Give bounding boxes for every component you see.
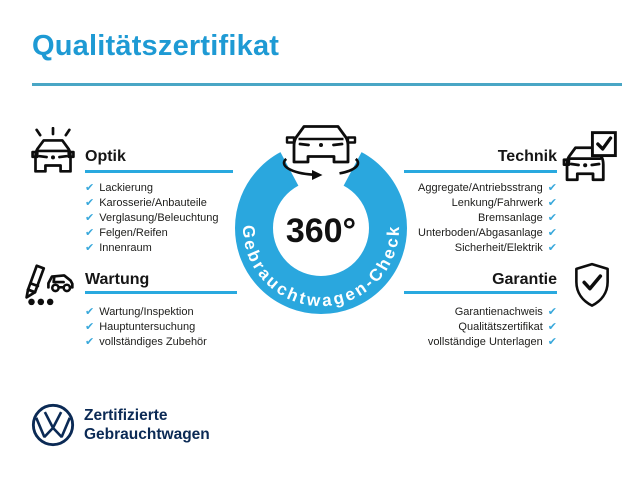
list-item-label: Felgen/Reifen <box>99 226 168 239</box>
check-icon: ✔ <box>547 227 557 239</box>
list-item <box>455 240 557 255</box>
list-item <box>85 180 218 195</box>
check-icon: ✔ <box>547 321 557 333</box>
shield-check-icon <box>567 258 617 312</box>
check-icon: ✔ <box>85 306 95 318</box>
check-icon: ✔ <box>547 197 557 209</box>
list-item-label: Lackierung <box>99 181 154 194</box>
section-heading-optik: Optik <box>85 148 126 165</box>
check-icon: ✔ <box>547 306 557 318</box>
list-item <box>85 240 218 255</box>
list-item <box>455 304 557 319</box>
list-item-label: Verglasung/Beleuchtung <box>99 211 219 224</box>
check-icon: ✔ <box>547 182 557 194</box>
page-title: Qualitätszertifikat <box>32 30 280 62</box>
list-item-label: Wartung/Inspektion <box>99 305 194 318</box>
section-heading-technik: Technik <box>497 148 557 165</box>
list-item-label: Hauptuntersuchung <box>99 320 196 333</box>
car-checkbox-icon <box>561 129 619 187</box>
list-item <box>418 180 557 195</box>
check-icon: ✔ <box>85 336 95 348</box>
list-item <box>418 225 557 240</box>
list-item <box>428 334 557 349</box>
title-divider <box>32 83 622 86</box>
footer-brand-text <box>84 406 210 444</box>
optik-underline <box>85 170 233 173</box>
car-front-shine-icon <box>25 127 81 183</box>
list-item <box>85 210 218 225</box>
360-badge <box>230 116 415 318</box>
vw-logo <box>30 402 76 448</box>
garantie-underline <box>404 291 557 294</box>
check-icon: ✔ <box>85 197 95 209</box>
garantie-list <box>428 304 557 349</box>
list-item-label: Bremsanlage <box>477 211 543 224</box>
check-icon: ✔ <box>547 212 557 224</box>
section-heading-wartung: Wartung <box>85 271 150 288</box>
footer-line2: Gebrauchtwagen <box>84 426 210 443</box>
section-heading-garantie: Garantie <box>492 271 557 288</box>
list-item <box>85 195 218 210</box>
check-icon: ✔ <box>85 212 95 224</box>
degree-label: 360° <box>285 212 357 250</box>
list-item <box>85 319 207 334</box>
list-item <box>85 334 207 349</box>
check-icon: ✔ <box>547 242 557 254</box>
list-item-label: Karosserie/Anbauteile <box>99 196 207 209</box>
list-item-label: Sicherheit/Elektrik <box>454 241 543 254</box>
list-item <box>478 210 557 225</box>
list-item-label: Lenkung/Fahrwerk <box>451 196 543 209</box>
list-item-label: Garantienachweis <box>454 305 543 318</box>
list-item <box>452 195 557 210</box>
list-item-label: Qualitätszertifikat <box>458 320 543 333</box>
optik-list <box>85 180 218 255</box>
check-icon: ✔ <box>547 336 557 348</box>
list-item <box>85 304 207 319</box>
list-item <box>458 319 557 334</box>
technik-list <box>418 180 557 255</box>
list-item-label: Aggregate/Antriebsstrang <box>418 181 543 194</box>
service-checklist-icon <box>21 257 77 313</box>
footer-line1: Zertifizierte <box>84 407 168 424</box>
ring-label: Gebrauchtwagen-Check <box>238 224 404 311</box>
wartung-list <box>85 304 207 349</box>
list-item-label: Innenraum <box>99 241 152 254</box>
technik-underline <box>404 170 557 173</box>
check-icon: ✔ <box>85 242 95 254</box>
wartung-underline <box>85 291 237 294</box>
list-item-label: vollständige Unterlagen <box>427 335 543 348</box>
check-icon: ✔ <box>85 182 95 194</box>
list-item-label: vollständiges Zubehör <box>99 335 207 348</box>
check-icon: ✔ <box>85 227 95 239</box>
list-item-label: Unterboden/Abgasanlage <box>418 226 543 239</box>
list-item <box>85 225 218 240</box>
check-icon: ✔ <box>85 321 95 333</box>
